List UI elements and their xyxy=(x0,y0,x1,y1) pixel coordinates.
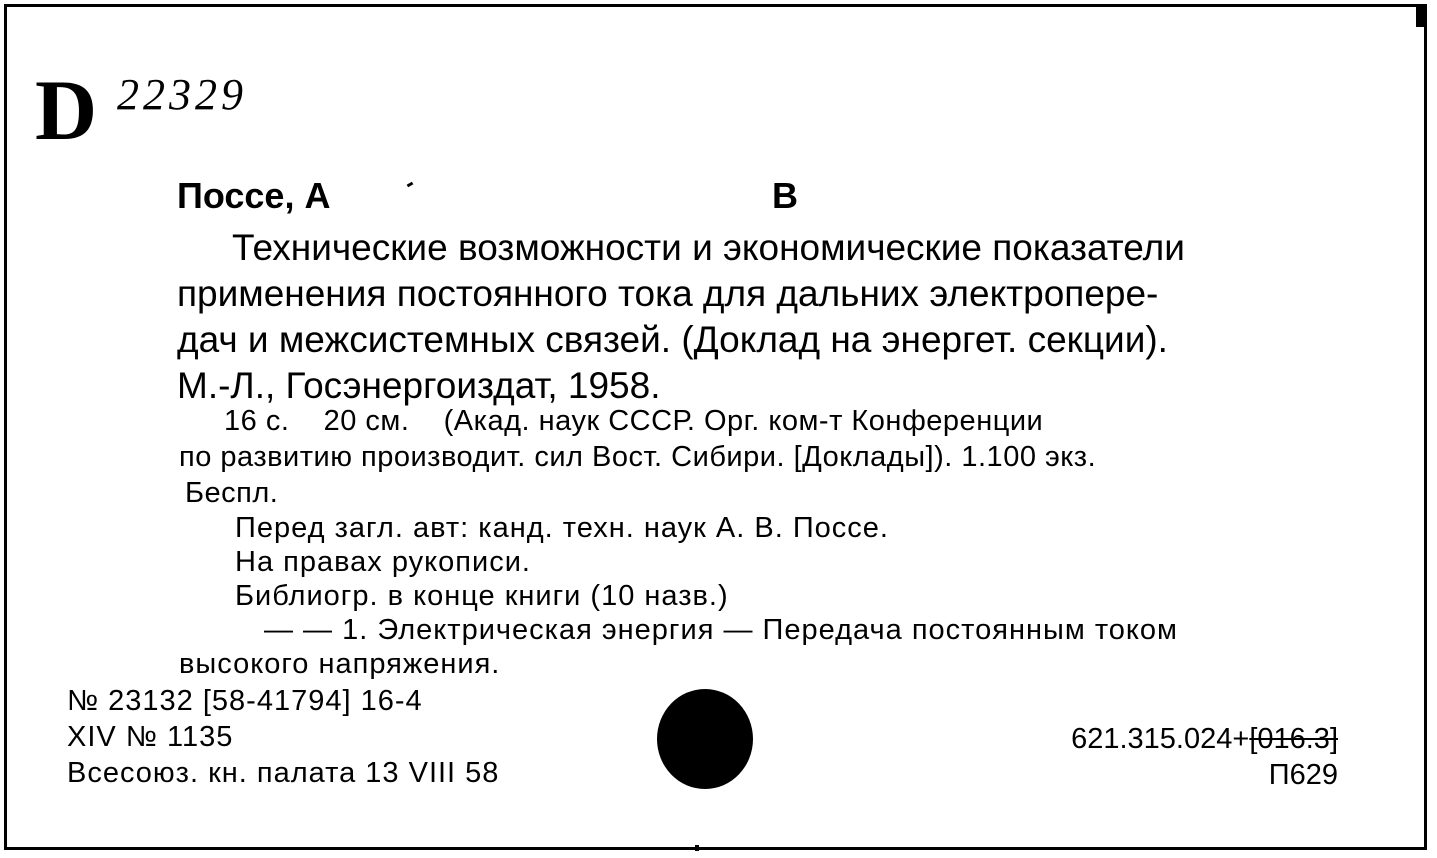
catalog-card xyxy=(4,4,1427,850)
author-name: Поссе, А xyxy=(177,175,331,216)
stray-mark xyxy=(695,845,699,851)
note-rights: На правах рукописи. xyxy=(235,546,531,578)
udc-code: 621.315.024+ xyxy=(1071,723,1250,755)
handwritten-letter: D xyxy=(35,62,96,158)
registry-block xyxy=(67,683,499,791)
collation-line: по развитию производит. сил Вост. Сибири. [Доклады]). 1.100 экз. xyxy=(179,441,1097,473)
title-line: М.-Л., Госэнергоиздат, 1958. xyxy=(177,365,661,406)
classification-block xyxy=(1071,721,1338,793)
subject-line: — — 1. Электрическая энергия — Передача постоянным током xyxy=(264,614,1178,646)
title-block xyxy=(177,225,1357,409)
title-line: Технические возможности и экономические показатели xyxy=(232,227,1185,268)
shelfmark: П629 xyxy=(1268,759,1338,791)
registry-line: XIV № 1135 xyxy=(67,721,234,753)
title-line: применения постоянного тока для дальних электропере- xyxy=(177,273,1159,314)
author-initial: В xyxy=(772,175,798,216)
registry-line: Всесоюз. кн. палата 13 VIII 58 xyxy=(67,757,500,789)
registry-line: № 23132 [58-41794] 16-4 xyxy=(67,685,423,717)
subject-block xyxy=(179,613,1349,681)
udc-line xyxy=(1071,721,1338,757)
collation-block xyxy=(179,403,1349,511)
handwritten-number: 22329 xyxy=(117,70,247,119)
subject-line: высокого напряжения. xyxy=(179,648,501,680)
collation-line: 16 с. 20 см. (Акад. наук СССР. Орг. ком-т Конференции xyxy=(224,405,1044,437)
udc-struck: [016.3] xyxy=(1249,723,1338,755)
collation-line: Беспл. xyxy=(185,477,279,509)
punch-hole xyxy=(657,689,753,789)
corner-mark xyxy=(1416,5,1426,27)
note-author: Перед загл. авт: канд. техн. наук А. В. Поссе. xyxy=(235,512,889,544)
note-bibliography: Библиогр. в конце книги (10 назв.) xyxy=(235,580,729,612)
title-line: дач и межсистемных связей. (Доклад на энергет. секции). xyxy=(177,319,1168,360)
stray-mark xyxy=(407,182,414,188)
